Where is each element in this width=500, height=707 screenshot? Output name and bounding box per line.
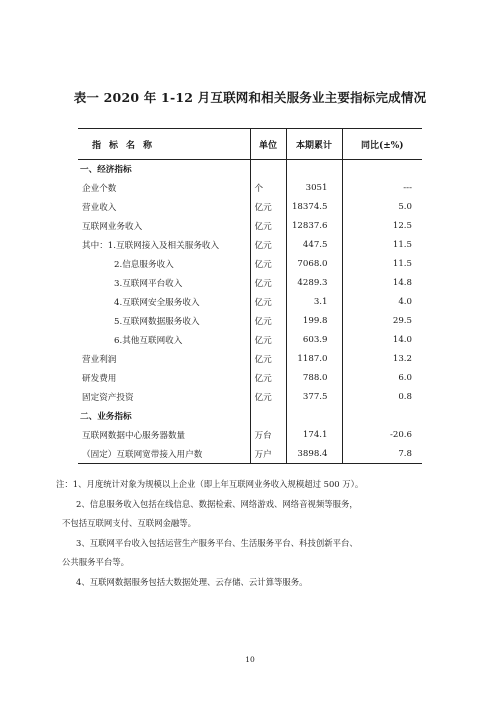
yoy-change-cell: 11.5 [342, 236, 422, 255]
page-title: 表一 2020 年 1-12 月互联网和相关服务业主要指标完成情况 [73, 90, 427, 105]
indicator-name-cell: （固定）互联网宽带接入用户数 [78, 445, 250, 464]
footnote-3: 3、互联网平台收入包括运营生产服务平台、生活服务平台、科技创新平台、 [76, 537, 358, 548]
table-row [78, 369, 422, 388]
yoy-change-cell: 5.0 [342, 198, 422, 217]
indicator-name-cell: 互联网数据中心服务器数量 [82, 431, 186, 441]
unit-cell: 亿元 [250, 369, 286, 388]
footnote-2-continued: 不包括互联网支付、互联网金融等。 [62, 518, 196, 528]
cumulative-value-cell: 199.8 [286, 312, 342, 331]
unit-cell: 亿元 [250, 236, 286, 255]
cumulative-value-cell: 12837.6 [286, 217, 342, 236]
cumulative-value-cell: 788.0 [286, 369, 342, 388]
table-row [78, 293, 422, 312]
cumulative-value-cell [286, 407, 342, 426]
unit-cell: 万户 [250, 445, 286, 464]
yoy-change-cell: 11.5 [342, 255, 422, 274]
table-row [78, 426, 422, 445]
table-row [78, 179, 422, 198]
table-section-row [78, 407, 422, 426]
yoy-change-cell: 12.5 [342, 217, 422, 236]
footnotes [56, 475, 446, 592]
cumulative-value-cell: 174.1 [286, 426, 342, 445]
footnote-2: 2、信息服务收入包括在线信息、数据检索、网络游戏、网络音视频等服务， [76, 498, 358, 509]
table-row [78, 274, 422, 293]
header-yoy-change: 同比(±%) [342, 129, 422, 160]
yoy-change-cell: 14.8 [342, 274, 422, 293]
header-cumulative-value: 本期累计 [286, 129, 342, 160]
unit-cell [250, 160, 286, 179]
table-row [78, 350, 422, 369]
cumulative-value-cell: 18374.5 [286, 198, 342, 217]
table-row [78, 217, 422, 236]
cumulative-value-cell: 4289.3 [286, 274, 342, 293]
yoy-change-cell [342, 407, 422, 426]
unit-cell [250, 407, 286, 426]
indicator-name-cell: 一、经济指标 [80, 165, 132, 176]
cumulative-value-cell [286, 160, 342, 179]
table-row [78, 388, 422, 407]
indicator-name-cell: 4.互联网安全服务收入 [114, 298, 200, 308]
table-row [78, 331, 422, 350]
yoy-change-cell: -20.6 [342, 426, 422, 445]
yoy-change-cell: 13.2 [342, 350, 422, 369]
table-row [78, 445, 422, 464]
unit-cell: 亿元 [250, 388, 286, 407]
unit-cell: 亿元 [250, 350, 286, 369]
cumulative-value-cell: 7068.0 [286, 255, 342, 274]
cumulative-value-cell: 3051 [286, 179, 342, 198]
indicator-name-cell: 互联网业务收入 [82, 222, 143, 232]
cumulative-value-cell: 3898.4 [286, 445, 342, 464]
cumulative-value-cell: 1187.0 [286, 350, 342, 369]
header-indicator-name: 指标名称 [78, 129, 250, 160]
indicator-name-cell: 研发费用 [82, 374, 117, 384]
indicator-name-cell: 6.其他互联网收入 [114, 336, 183, 346]
cumulative-value-cell: 447.5 [286, 236, 342, 255]
unit-cell: 亿元 [250, 255, 286, 274]
indicator-name-cell: 营业收入 [82, 203, 117, 213]
unit-cell: 亿元 [250, 274, 286, 293]
table-row [78, 312, 422, 331]
indicator-name-cell: 固定资产投资 [82, 393, 134, 403]
unit-cell: 个 [250, 179, 286, 198]
indicator-name-cell: 5.互联网数据服务收入 [114, 317, 200, 327]
indicator-name-cell: 营业利润 [82, 355, 117, 365]
footnote-4: 4、互联网数据服务包括大数据处理、云存储、云计算等服务。 [76, 576, 308, 587]
footnote-3-continued: 公共服务平台等。 [62, 557, 129, 567]
cumulative-value-cell: 377.5 [286, 388, 342, 407]
table-row [78, 236, 422, 255]
yoy-change-cell: 29.5 [342, 312, 422, 331]
cumulative-value-cell: 603.9 [286, 331, 342, 350]
footnote-1: 注：1、月度统计对象为规模以上企业（即上年互联网业务收入规模超过 500 万）。 [56, 479, 364, 489]
yoy-change-cell: 14.0 [342, 331, 422, 350]
indicator-name-cell: 二、业务指标 [80, 412, 132, 422]
unit-cell: 亿元 [250, 312, 286, 331]
table-body [78, 160, 422, 464]
indicator-name-cell: 2.信息服务收入 [114, 260, 174, 270]
unit-cell: 亿元 [250, 293, 286, 312]
yoy-change-cell: 7.8 [342, 445, 422, 464]
indicator-name-cell: 其中：1.互联网接入及相关服务收入 [82, 241, 220, 251]
unit-cell: 亿元 [250, 217, 286, 236]
table-header-row [78, 129, 422, 160]
indicator-name-cell: 企业个数 [82, 184, 117, 194]
unit-cell: 亿元 [250, 331, 286, 350]
page-number: 10 [245, 655, 255, 664]
table-row [78, 198, 422, 217]
table-row [78, 255, 422, 274]
header-unit: 单位 [250, 129, 286, 160]
yoy-change-cell: --- [342, 179, 422, 198]
yoy-change-cell: 4.0 [342, 293, 422, 312]
yoy-change-cell: 0.8 [342, 388, 422, 407]
table-section-row [78, 160, 422, 179]
indicator-name-cell: 3.互联网平台收入 [114, 279, 183, 289]
cumulative-value-cell: 3.1 [286, 293, 342, 312]
yoy-change-cell: 6.0 [342, 369, 422, 388]
unit-cell: 万台 [250, 426, 286, 445]
indicator-table [78, 128, 422, 464]
yoy-change-cell [342, 160, 422, 179]
unit-cell: 亿元 [250, 198, 286, 217]
